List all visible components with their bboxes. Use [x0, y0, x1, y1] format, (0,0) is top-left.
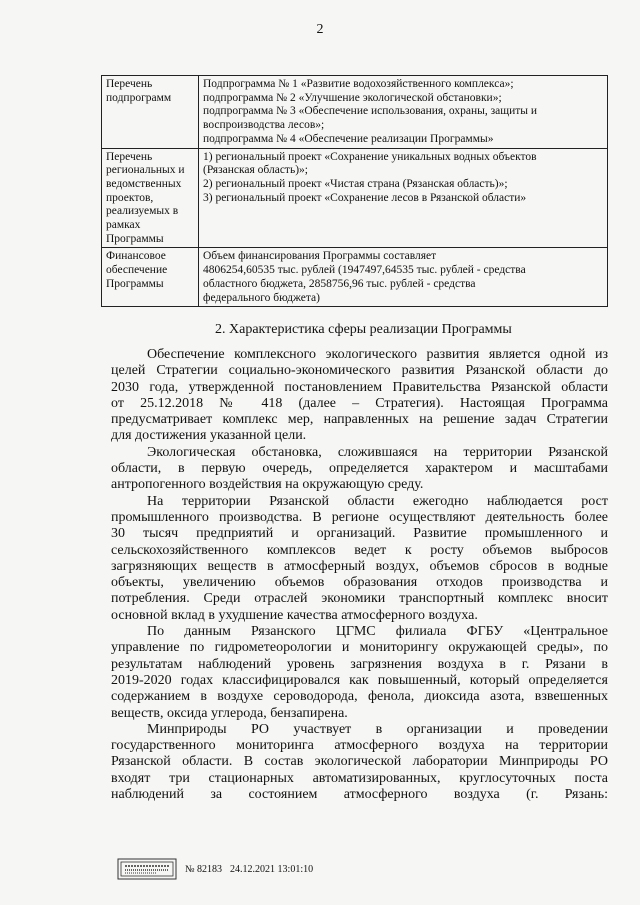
passport-value-line: 2) региональный проект «Чистая страна (Рязанская область)»;	[203, 177, 508, 190]
paragraph-line: результатам наблюдений уровень загрязнения воздуха в г. Рязани в	[111, 656, 608, 672]
passport-row	[102, 248, 608, 307]
paragraph-line: Минприроды РО участвует в организации и проведении	[147, 721, 608, 737]
paragraph-line: содержанием в воздухе сероводорода, фенола, диоксида азота, взвешенных	[111, 689, 608, 705]
passport-label-line: Программы	[106, 232, 164, 245]
paragraph-line: основной вклад в ухудшение качества атмосферного воздуха.	[111, 607, 478, 623]
paragraph-line: сельскохозяйственного комплексов ведет к росту объемов выбросов	[111, 542, 608, 558]
passport-row	[102, 76, 608, 149]
passport-value-line: Подпрограмма № 1 «Развитие водохозяйственного комплекса»;	[203, 78, 514, 90]
paragraph-line: На территории Рязанской области ежегодно наблюдается рост	[147, 493, 608, 509]
passport-value-line: подпрограмма № 3 «Обеспечение использования, охраны, защиты и	[203, 105, 538, 118]
document-timestamp: 24.12.2021 13:01:10	[230, 863, 314, 875]
paragraph-line: области, в первую очередь, определяется характером и масштабами	[111, 461, 608, 477]
paragraph-line: 2019-2020 годах классифицировался как повышенный, который определяется	[111, 672, 608, 688]
page-number: 2	[316, 22, 324, 37]
passport-value-line: воспроизводства лесов»;	[203, 119, 325, 132]
paragraph-line: предусматривает комплекс мер, направленных на решение задач Стратегии	[111, 412, 608, 428]
paragraph-line: наблюдений за состоянием атмосферного воздуха (г. Рязань:	[111, 787, 608, 803]
passport-value-line: подпрограмма № 4 «Обеспечение реализации Программы»	[203, 132, 494, 145]
passport-value	[199, 76, 608, 149]
paragraph-line: По данным Рязанского ЦГМС филиала ФГБУ «Центральное	[147, 624, 608, 640]
passport-value-line: Объем финансирования Программы составляет	[203, 250, 437, 263]
passport-value-line: подпрограмма № 2 «Улучшение экологической обстановки»;	[203, 91, 502, 104]
paragraph	[111, 624, 608, 722]
paragraph-line: 30 тысяч предприятий и организаций. Развитие промышленного и	[111, 526, 608, 542]
section-title: 2. Характеристика сферы реализации Программы	[215, 322, 512, 337]
passport-label-line: Программы	[106, 277, 164, 290]
paragraph-line: государственного мониторинга атмосферного воздуха на территории	[111, 738, 608, 754]
passport-value-line: федерального бюджета)	[203, 291, 320, 304]
passport-value-line: (Рязанская область)»;	[203, 164, 308, 177]
passport-label-line: Финансовое	[106, 250, 166, 263]
paragraph-line: от 25.12.2018 № 418 (далее – Стратегия). Настоящая Программа	[111, 395, 608, 411]
passport-value-line: 4806254,60535 тыс. рублей (1947497,64535 тыс. рублей - средства	[203, 264, 526, 277]
paragraph-line: веществ, оксида углерода, бензапирена.	[111, 705, 348, 721]
passport-label-line: реализуемых в	[106, 205, 179, 218]
passport-row	[102, 148, 608, 248]
passport-label-line: ведомственных	[106, 177, 182, 190]
paragraph	[111, 722, 608, 803]
paragraph-line: целей Стратегии социально-экономического развития Рязанской области до	[111, 363, 608, 379]
passport-label-line: рамках	[106, 219, 141, 232]
paragraph-line: потребления. Среди отраслей экономики транспортный комплекс вносит	[111, 591, 608, 607]
document-number: № 82183	[185, 863, 223, 875]
paragraph	[111, 494, 608, 624]
passport-value-line: 1) региональный проект «Сохранение уникальных водных объектов	[203, 150, 537, 163]
paragraph-line: загрязняющих веществ в атмосферный воздух, объемов сбросов в водные	[111, 558, 608, 574]
paragraph-line: Обеспечение комплексного экологического развития является одной из	[147, 347, 608, 362]
passport-value	[199, 148, 608, 248]
passport-label-line: Перечень	[106, 78, 153, 90]
paragraph-line: управление по гидрометеорологии и мониторингу окружающей среды», по	[111, 640, 608, 656]
passport-label-line: обеспечение	[106, 264, 168, 277]
paragraph-line: 2030 года, утвержденной постановлением Правительства Рязанской области	[111, 379, 608, 395]
passport-label	[102, 76, 199, 149]
passport-label-line: региональных и	[106, 164, 185, 177]
paragraph-line: промышленного производства. В регионе осуществляют деятельность более	[111, 509, 608, 525]
paragraph-line: антропогенного воздействия на окружающую среду.	[111, 477, 424, 493]
passport-label	[102, 148, 199, 248]
paragraph-line: входят три стационарных автоматизированных, круглосуточных поста	[111, 770, 608, 786]
paragraph-line: Рязанской области. В состав экологической лаборатории Минприроды РО	[111, 754, 608, 770]
paragraph	[111, 347, 608, 445]
paragraph-line: объекты, увеличению объемов образования отходов производства и	[111, 575, 608, 591]
paragraph-line: для достижения указанной цели.	[111, 428, 307, 444]
passport-value-line: 3) региональный проект «Сохранение лесов в Рязанской области»	[203, 191, 527, 204]
electronic-signature-stamp-icon	[117, 858, 177, 880]
passport-value	[199, 248, 608, 307]
paragraph	[111, 445, 608, 494]
passport-label-line: Перечень	[106, 150, 153, 163]
paragraph-line: Экологическая обстановка, сложившаяся на территории Рязанской	[147, 444, 608, 460]
passport-label-line: проектов,	[106, 191, 154, 204]
section-body	[111, 347, 608, 803]
passport-value-line: областного бюджета, 2858756,96 тыс. рублей - средства	[203, 277, 476, 290]
passport-label-line: подпрограмм	[106, 91, 172, 104]
passport-label	[102, 248, 199, 307]
program-passport-table	[101, 75, 608, 307]
document-footer	[117, 858, 313, 880]
